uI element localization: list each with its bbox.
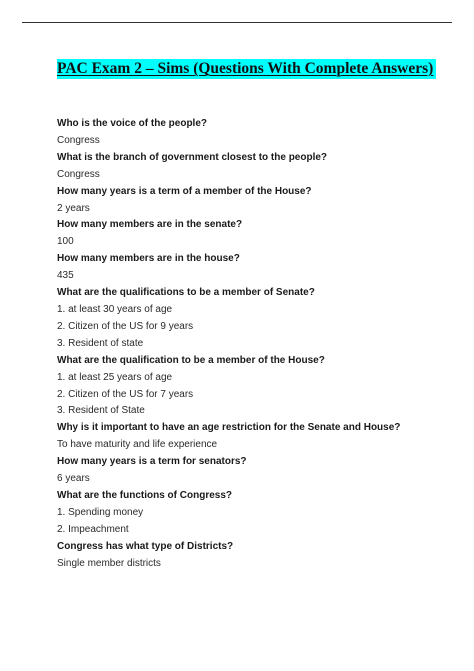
answer-text: 3. Resident of state bbox=[57, 337, 144, 349]
answer-text: 2. Impeachment bbox=[57, 523, 129, 535]
answer-text: 1. at least 30 years of age bbox=[57, 303, 173, 315]
answer-text: 2 years bbox=[57, 202, 90, 214]
question-text: Why is it important to have an age restriction for the Senate and House? bbox=[57, 422, 401, 434]
answer-text: 3. Resident of State bbox=[57, 405, 145, 417]
question-text: What are the functions of Congress? bbox=[57, 489, 233, 501]
question-text: What is the branch of government closest to the people? bbox=[57, 151, 328, 163]
question-text: How many members are in the house? bbox=[57, 253, 240, 265]
answer-text: 1. at least 25 years of age bbox=[57, 371, 173, 383]
answer-text: To have maturity and life experience bbox=[57, 439, 218, 451]
question-text: Congress has what type of Districts? bbox=[57, 540, 234, 552]
answer-text: 100 bbox=[57, 236, 74, 248]
answer-text: 435 bbox=[57, 270, 74, 282]
question-text: Who is the voice of the people? bbox=[57, 118, 208, 129]
answer-text: 2. Citizen of the US for 7 years bbox=[57, 388, 194, 400]
qa-list bbox=[57, 116, 462, 572]
question-text: How many members are in the senate? bbox=[57, 219, 243, 231]
answer-text: Congress bbox=[57, 134, 100, 146]
answer-text: 1. Spending money bbox=[57, 506, 144, 518]
question-text: How many years is a term for senators? bbox=[57, 456, 247, 468]
answer-text: 6 years bbox=[57, 473, 90, 485]
answer-text: 2. Citizen of the US for 9 years bbox=[57, 320, 194, 332]
top-divider bbox=[22, 22, 452, 23]
document-title: PAC Exam 2 – Sims (Questions With Complete Answers) bbox=[57, 59, 436, 79]
question-text: What are the qualifications to be a member of Senate? bbox=[57, 287, 315, 299]
question-text: How many years is a term of a member of the House? bbox=[57, 185, 312, 197]
answer-text: Single member districts bbox=[57, 557, 161, 569]
question-text: What are the qualification to be a member of the House? bbox=[57, 354, 325, 366]
answer-text: Congress bbox=[57, 168, 100, 180]
